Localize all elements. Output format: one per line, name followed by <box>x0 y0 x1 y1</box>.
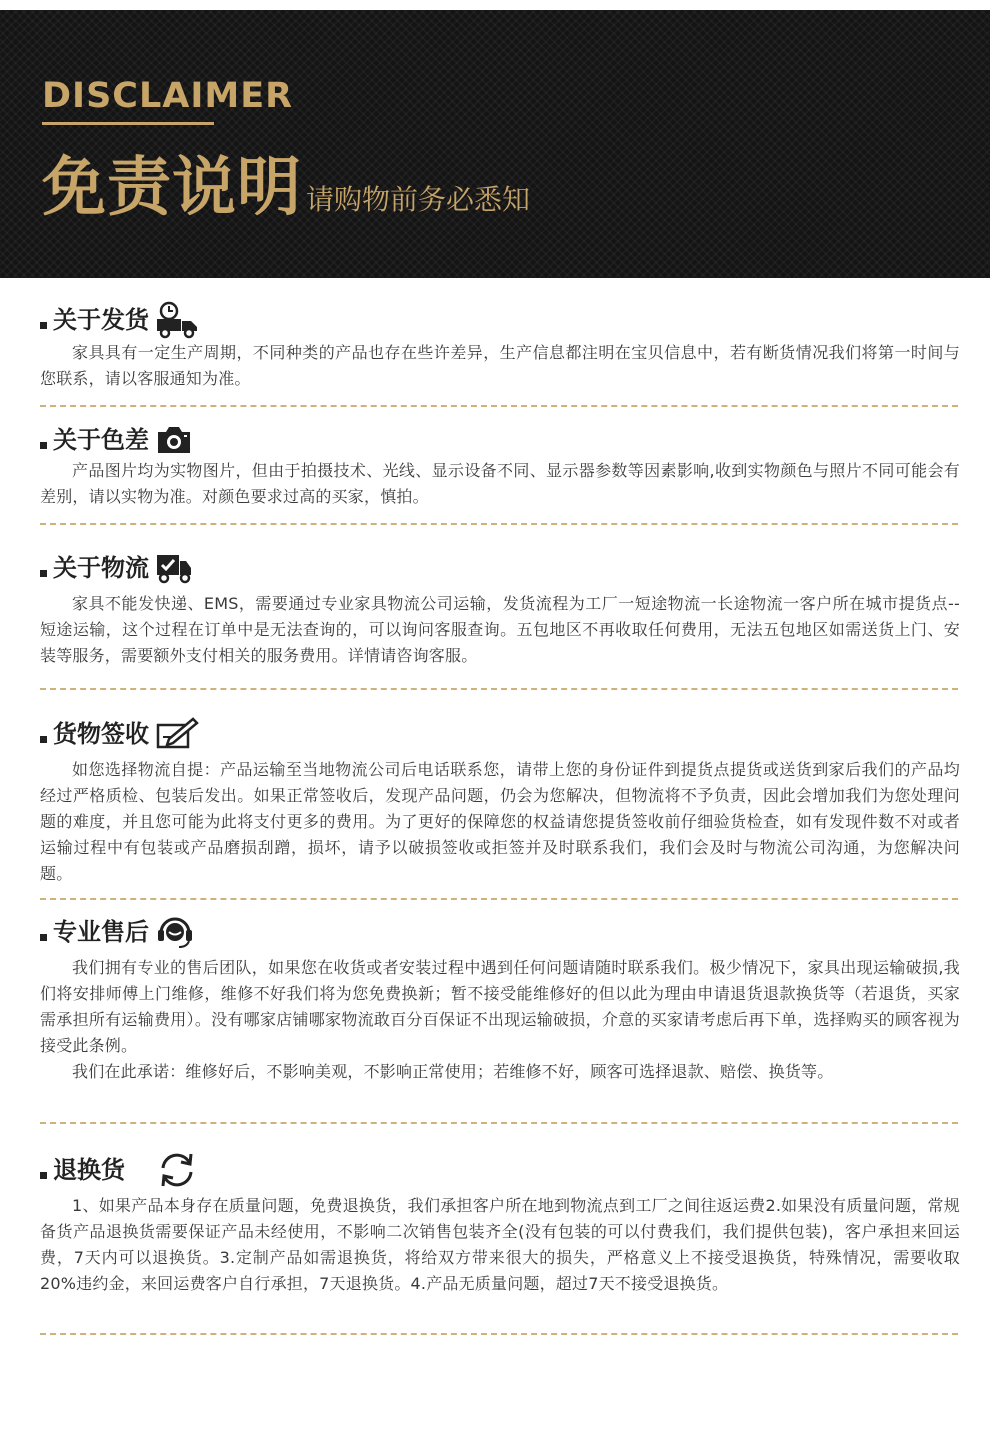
paragraph-text: 我们在此承诺：维修好后，不影响美观，不影响正常使用；若维修不好，顾客可选择退款、赔偿、换货等。 <box>72 1062 834 1081</box>
dashed-divider <box>40 523 958 525</box>
section-paragraph <box>40 340 960 392</box>
truck-check-icon <box>155 551 193 585</box>
section-paragraph <box>40 955 960 1085</box>
heading-bullet <box>40 1172 47 1179</box>
section-heading <box>40 1150 199 1190</box>
section-paragraph <box>40 458 960 510</box>
section-title: 关于发货 <box>53 306 149 334</box>
section-title: 关于色差 <box>53 426 149 454</box>
heading-bullet <box>40 736 47 743</box>
title-underline <box>42 122 214 125</box>
paragraph-text: 如您选择物流自提：产品运输至当地物流公司后电话联系您，请带上您的身份证件到提货点提货或送货到家后我们的产品均经过严格质检、包装后发出。如果正常签收后，发现产品问题，仍会为您解决，但物流将不予负责，因此会增加我们为您处理问题的难度，并且您可能为此将支付更多的费用。为了更好的保障您的权益请您提货签收前仔细验货检查，如有发现件数不对或者运输过程中有包装或产品磨损刮蹭，损坏，请予以破损签收或拒签并及时联系我们，我们会及时与物流公司沟通，为您解决问题。 <box>40 760 960 883</box>
dashed-divider <box>40 1333 958 1335</box>
section-title: 货物签收 <box>53 720 149 748</box>
paragraph-text: 产品图片均为实物图片，但由于拍摄技术、光线、显示设备不同、显示器参数等因素影响,收到实物颜色与照片不同可能会有差别，请以实物为准。对颜色要求过高的买家，慎拍。 <box>40 461 960 506</box>
section-paragraph <box>40 591 960 669</box>
dashed-divider <box>40 1122 958 1124</box>
section-paragraph <box>40 1193 960 1297</box>
section-heading <box>40 912 195 952</box>
paragraph-text: 家具具有一定生产周期，不同种类的产品也存在些许差异，生产信息都注明在宝贝信息中，若有断货情况我们将第一时间与您联系，请以客服通知为准。 <box>40 343 960 388</box>
paragraph-text: 我们拥有专业的售后团队，如果您在收货或者安装过程中遇到任何问题请随时联系我们。极少情况下，家具出现运输破损,我们将安排师傅上门维修，维修不好我们将为您免费换新；暂不接受能维修好的但以此为理由申请退货退款换货等（若退货，买家需承担所有运输费用）。没有哪家店铺哪家物流敢百分百保证不出现运输破损，介意的买家请考虑后再下单，选择购买的顾客视为接受此条例。 <box>40 958 960 1055</box>
section-heading <box>40 420 193 460</box>
heading-bullet <box>40 934 47 941</box>
section-title: 关于物流 <box>53 554 149 582</box>
dashed-divider <box>40 898 958 900</box>
disclaimer-banner <box>0 10 990 278</box>
section-heading <box>40 300 201 340</box>
section-title: 退换货 <box>53 1156 125 1184</box>
section-paragraph <box>40 757 960 887</box>
english-title: DISCLAIMER <box>42 76 294 116</box>
section-heading <box>40 548 193 588</box>
dashed-divider <box>40 405 958 407</box>
heading-bullet <box>40 322 47 329</box>
camera-icon <box>155 424 193 456</box>
paragraph-text: 1、如果产品本身存在质量问题，免费退换货，我们承担客户所在地到物流点到工厂之间往返运费2.如果没有质量问题，常规备货产品退换货需要保证产品未经使用，不影响二次销售包装齐全(没有包装的可以付费我们，我们提供包装)，客户承担来回运费，7天内可以退换货。3.定制产品如需退换货，将给双方带来很大的损失，严格意义上不接受退换货，特殊情况，需要收取20%违约金，来回运费客户自行承担，7天退换货。4.产品无质量问题，超过7天不接受退换货。 <box>40 1196 960 1293</box>
delivery-truck-icon <box>155 301 201 339</box>
heading-bullet <box>40 570 47 577</box>
sign-form-icon <box>155 717 199 751</box>
heading-bullet <box>40 442 47 449</box>
headset-service-icon <box>155 913 195 951</box>
chinese-title: 免责说明 <box>42 151 302 225</box>
chinese-subtitle: 请购物前务必悉知 <box>306 183 531 216</box>
refresh-cycle-icon <box>155 1150 199 1190</box>
section-heading <box>40 714 199 754</box>
paragraph-text: 家具不能发快递、EMS，需要通过专业家具物流公司运输，发货流程为工厂一短途物流一长途物流一客户所在城市提货点--短途运输，这个过程在订单中是无法查询的，可以询问客服查询。五包地区不再收取任何费用，无法五包地区如需送货上门、安装等服务，需要额外支付相关的服务费用。详情请咨询客服。 <box>40 594 960 665</box>
section-title: 专业售后 <box>53 918 149 946</box>
dashed-divider <box>40 688 958 690</box>
